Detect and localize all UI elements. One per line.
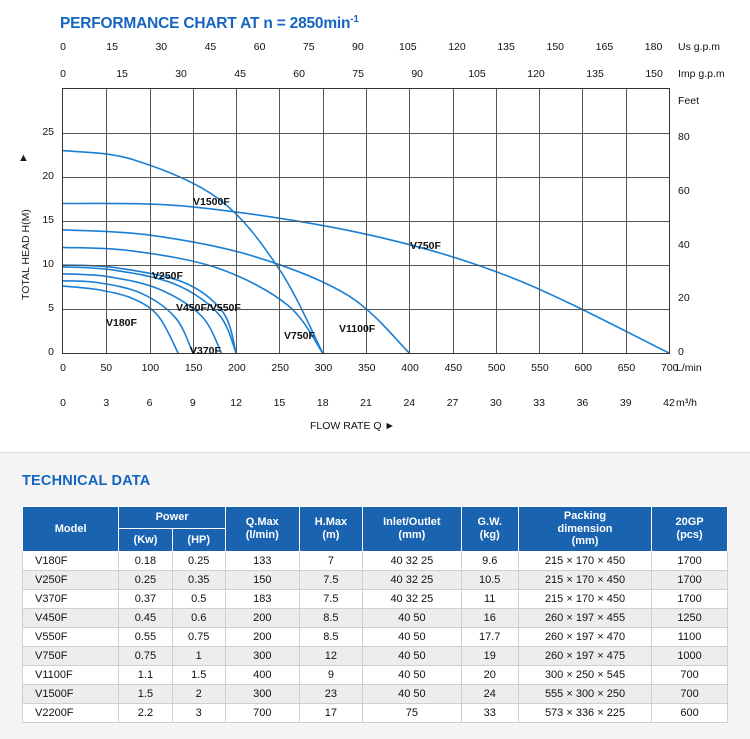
th-hmax xyxy=(299,507,363,552)
us-ticks-2: 30 xyxy=(155,41,168,53)
table-row xyxy=(23,703,728,722)
cell-qmax: 700 xyxy=(225,703,299,722)
th-hmax-line1: H.Max xyxy=(314,516,348,529)
imp-ticks-0: 0 xyxy=(60,68,66,80)
th-gw-line2: (kg) xyxy=(479,528,500,541)
cell-hmax: 7.5 xyxy=(299,589,363,608)
cell-hp: 0.75 xyxy=(172,627,225,646)
th-inlet-line2: (mm) xyxy=(398,528,426,541)
cell-pack: 555 × 300 × 250 xyxy=(518,684,651,703)
cell-gw: 24 xyxy=(461,684,518,703)
curve-label-v750f-1: V750F xyxy=(410,240,441,252)
cell-hmax: 8.5 xyxy=(299,627,363,646)
th-pack-line1: Packing xyxy=(563,510,607,522)
feet-tick-0: 0 xyxy=(678,346,684,358)
curve-label-v450f/v550f-3: V450F/V550F xyxy=(176,302,241,314)
cell-qmax: 400 xyxy=(225,665,299,684)
technical-data-section xyxy=(0,452,750,739)
lmin-ticks-7: 350 xyxy=(358,362,376,374)
lmin-ticks-13: 650 xyxy=(617,362,636,374)
us-ticks-8: 120 xyxy=(448,41,466,53)
lmin-ticks-4: 200 xyxy=(228,362,246,374)
technical-data-title: TECHNICAL DATA xyxy=(22,473,151,489)
table-row xyxy=(23,665,728,684)
cell-kw: 0.55 xyxy=(119,627,172,646)
lmin-ticks-8: 400 xyxy=(401,362,419,374)
th-power: Power xyxy=(119,507,226,529)
cell-gw: 11 xyxy=(461,589,518,608)
cell-model: V750F xyxy=(23,646,119,665)
cell-pack: 573 × 336 × 225 xyxy=(518,703,651,722)
curve-label-v1500f-0: V1500F xyxy=(193,196,230,208)
head-tick-2: 10 xyxy=(42,258,54,270)
cell-kw: 0.37 xyxy=(119,589,172,608)
us-ticks-7: 105 xyxy=(399,41,417,53)
lmin-ticks-1: 50 xyxy=(100,362,113,374)
imp-ticks-10: 150 xyxy=(645,68,663,80)
m3h-ticks-5: 15 xyxy=(273,397,286,409)
imp-ticks-3: 45 xyxy=(234,68,246,80)
curve-label-v180f-4: V180F xyxy=(106,317,137,329)
us-ticks-5: 75 xyxy=(302,41,315,53)
m3h-ticks-4: 12 xyxy=(230,397,242,409)
imp-ticks-4: 60 xyxy=(293,68,305,80)
lmin-ticks-10: 500 xyxy=(487,362,506,374)
axis-us-gpm-label: Us g.p.m xyxy=(678,41,721,53)
feet-tick-2: 40 xyxy=(678,238,690,251)
cell-gp: 1100 xyxy=(652,627,728,646)
axis-m3h-label: m³/h xyxy=(676,397,697,409)
cell-hp: 3 xyxy=(172,703,225,722)
us-ticks-9: 135 xyxy=(497,41,515,53)
cell-model: V370F xyxy=(23,589,119,608)
us-ticks-4: 60 xyxy=(253,41,266,53)
m3h-ticks-14: 42 xyxy=(663,397,675,409)
cell-gp: 1700 xyxy=(652,551,728,570)
cell-inlet: 40 50 xyxy=(363,646,461,665)
us-ticks-3: 45 xyxy=(204,41,217,53)
curve-label-v750f-6: V750F xyxy=(284,330,315,342)
m3h-ticks-6: 18 xyxy=(316,397,329,409)
cell-pack: 260 × 197 × 470 xyxy=(518,627,651,646)
cell-qmax: 200 xyxy=(225,608,299,627)
chart-plot-area xyxy=(62,88,670,354)
axis-feet-label: Feet xyxy=(678,95,700,107)
gridline-horizontal xyxy=(63,221,669,222)
table-row xyxy=(23,551,728,570)
cell-pack: 260 × 197 × 475 xyxy=(518,646,651,665)
cell-hmax: 7.5 xyxy=(299,570,363,589)
head-tick-1: 5 xyxy=(48,302,54,314)
table-row xyxy=(23,684,728,703)
chart-title-exponent: -1 xyxy=(350,14,359,25)
th-model: Model xyxy=(23,507,119,552)
cell-hmax: 7 xyxy=(299,551,363,570)
table-row xyxy=(23,627,728,646)
th-power-kw: (Kw) xyxy=(119,529,172,551)
lmin-ticks-6: 300 xyxy=(314,362,333,374)
curve-label-v370f-5: V370F xyxy=(190,345,221,357)
flow-rate-arrow-icon: ► xyxy=(384,420,395,432)
cell-gw: 9.6 xyxy=(461,551,518,570)
cell-gp: 700 xyxy=(652,684,728,703)
us-ticks-10: 150 xyxy=(546,41,565,53)
table-header xyxy=(23,507,728,552)
cell-gw: 20 xyxy=(461,665,518,684)
cell-kw: 2.2 xyxy=(119,703,172,722)
cell-qmax: 300 xyxy=(225,646,299,665)
cell-qmax: 200 xyxy=(225,627,299,646)
th-gp-line2: (pcs) xyxy=(676,528,703,541)
axis-lmin-label: L/min xyxy=(676,362,702,374)
table-row xyxy=(23,589,728,608)
feet-tick-1: 20 xyxy=(678,292,690,305)
cell-hp: 1.5 xyxy=(172,665,225,684)
cell-model: V2200F xyxy=(23,703,119,722)
cell-inlet: 40 50 xyxy=(363,608,461,627)
cell-hp: 0.35 xyxy=(172,570,225,589)
cell-model: V250F xyxy=(23,570,119,589)
cell-hp: 0.6 xyxy=(172,608,225,627)
head-tick-5: 25 xyxy=(42,126,54,138)
feet-tick-3: 60 xyxy=(678,185,690,198)
th-qmax-line1: Q.Max xyxy=(245,516,279,529)
cell-hmax: 17 xyxy=(299,703,363,722)
us-ticks-6: 90 xyxy=(352,41,364,53)
lmin-ticks-9: 450 xyxy=(444,362,463,374)
m3h-ticks-2: 6 xyxy=(146,397,153,409)
cell-pack: 215 × 170 × 450 xyxy=(518,570,651,589)
cell-model: V1500F xyxy=(23,684,119,703)
us-ticks-1: 15 xyxy=(106,41,118,53)
lmin-ticks-14: 700 xyxy=(661,362,679,374)
gridline-horizontal xyxy=(63,309,669,310)
cell-gw: 10.5 xyxy=(461,570,518,589)
lmin-ticks-3: 150 xyxy=(184,362,203,374)
axis-total-head-label: TOTAL HEAD H(M) xyxy=(20,209,32,300)
feet-tick-4: 80 xyxy=(678,131,690,144)
th-pack-line2: dimension xyxy=(557,522,613,535)
imp-ticks-5: 75 xyxy=(352,68,364,80)
cell-hp: 0.5 xyxy=(172,589,225,608)
m3h-ticks-13: 39 xyxy=(619,397,632,409)
cell-hp: 0.25 xyxy=(172,551,225,570)
table-row xyxy=(23,608,728,627)
cell-inlet: 40 32 25 xyxy=(363,551,461,570)
cell-gp: 1700 xyxy=(652,570,728,589)
cell-inlet: 75 xyxy=(363,703,461,722)
th-qmax-line2: (l/min) xyxy=(245,528,279,541)
axis-imp-gpm-label: Imp g.p.m xyxy=(678,68,725,80)
curve-label-v1100f-7: V1100F xyxy=(339,323,376,335)
m3h-ticks-3: 9 xyxy=(189,397,196,409)
table-row xyxy=(23,646,728,665)
th-qmax xyxy=(225,507,299,552)
cell-kw: 1.1 xyxy=(119,665,172,684)
cell-hmax: 9 xyxy=(299,665,363,684)
cell-inlet: 40 50 xyxy=(363,665,461,684)
cell-gw: 17.7 xyxy=(461,627,518,646)
m3h-ticks-8: 24 xyxy=(403,397,416,409)
chart-title-text: PERFORMANCE CHART AT n = 2850min xyxy=(60,15,351,33)
head-tick-0: 0 xyxy=(48,346,54,358)
cell-gw: 19 xyxy=(461,646,518,665)
th-20gp xyxy=(652,507,728,552)
imp-ticks-2: 30 xyxy=(175,68,187,80)
cell-gp: 700 xyxy=(652,665,728,684)
imp-ticks-1: 15 xyxy=(116,68,128,80)
th-inlet-outlet xyxy=(363,507,461,552)
head-tick-4: 20 xyxy=(42,170,54,182)
th-hmax-line2: (m) xyxy=(322,528,340,541)
lmin-ticks-11: 550 xyxy=(531,362,549,374)
cell-inlet: 40 32 25 xyxy=(363,589,461,608)
cell-pack: 300 × 250 × 545 xyxy=(518,665,651,684)
cell-qmax: 150 xyxy=(225,570,299,589)
flow-rate-text: FLOW RATE Q xyxy=(310,420,382,432)
cell-gp: 1700 xyxy=(652,589,728,608)
cell-gp: 600 xyxy=(652,703,728,722)
th-pack-line3: (mm) xyxy=(571,535,599,548)
gridline-horizontal xyxy=(63,133,669,134)
us-ticks-0: 0 xyxy=(60,41,66,53)
m3h-ticks-7: 21 xyxy=(360,397,372,409)
technical-data-table xyxy=(22,506,728,723)
cell-pack: 215 × 170 × 450 xyxy=(518,589,651,608)
th-power-hp: (HP) xyxy=(172,529,225,551)
cell-kw: 1.5 xyxy=(119,684,172,703)
cell-model: V450F xyxy=(23,608,119,627)
table-header-row-1 xyxy=(23,507,728,529)
gridline-horizontal xyxy=(63,177,669,178)
lmin-ticks-12: 600 xyxy=(574,362,592,374)
imp-ticks-8: 120 xyxy=(527,68,545,80)
cell-model: V1100F xyxy=(23,665,119,684)
cell-kw: 0.25 xyxy=(119,570,172,589)
cell-hmax: 8.5 xyxy=(299,608,363,627)
cell-qmax: 300 xyxy=(225,684,299,703)
lmin-ticks-2: 100 xyxy=(141,362,160,374)
cell-gp: 1250 xyxy=(652,608,728,627)
cell-hmax: 23 xyxy=(299,684,363,703)
cell-model: V550F xyxy=(23,627,119,646)
cell-inlet: 40 50 xyxy=(363,627,461,646)
cell-qmax: 133 xyxy=(225,551,299,570)
cell-gp: 1000 xyxy=(652,646,728,665)
m3h-ticks-0: 0 xyxy=(60,397,66,409)
cell-gw: 33 xyxy=(461,703,518,722)
th-gp-line1: 20GP xyxy=(675,516,704,529)
th-gross-weight xyxy=(461,507,518,552)
us-ticks-11: 165 xyxy=(595,41,614,53)
axis-flow-rate-label xyxy=(310,420,395,432)
th-gw-line1: G.W. xyxy=(477,516,502,529)
head-axis-arrow-icon: ▲ xyxy=(18,152,29,164)
chart-title xyxy=(60,14,359,33)
cell-kw: 0.75 xyxy=(119,646,172,665)
table-row xyxy=(23,570,728,589)
th-inlet-line1: Inlet/Outlet xyxy=(383,516,441,529)
cell-inlet: 40 32 25 xyxy=(363,570,461,589)
imp-ticks-7: 105 xyxy=(468,68,486,80)
curve-label-v250f-2: V250F xyxy=(152,270,183,282)
cell-pack: 260 × 197 × 455 xyxy=(518,608,651,627)
cell-gw: 16 xyxy=(461,608,518,627)
cell-kw: 0.18 xyxy=(119,551,172,570)
head-tick-3: 15 xyxy=(42,214,54,226)
cell-model: V180F xyxy=(23,551,119,570)
cell-hp: 2 xyxy=(172,684,225,703)
cell-qmax: 183 xyxy=(225,589,299,608)
us-ticks-12: 180 xyxy=(644,41,663,53)
gridline-horizontal xyxy=(63,265,669,266)
imp-ticks-9: 135 xyxy=(586,68,604,80)
cell-inlet: 40 50 xyxy=(363,684,461,703)
m3h-ticks-9: 27 xyxy=(446,397,459,409)
cell-pack: 215 × 170 × 450 xyxy=(518,551,651,570)
imp-ticks-6: 90 xyxy=(411,68,424,80)
lmin-ticks-5: 250 xyxy=(271,362,289,374)
cell-hmax: 12 xyxy=(299,646,363,665)
lmin-ticks-0: 0 xyxy=(60,362,66,374)
th-packing-dimension xyxy=(518,507,651,552)
cell-hp: 1 xyxy=(172,646,225,665)
m3h-ticks-11: 33 xyxy=(533,397,545,409)
m3h-ticks-10: 30 xyxy=(490,397,502,409)
m3h-ticks-1: 3 xyxy=(103,397,110,409)
m3h-ticks-12: 36 xyxy=(576,397,589,409)
table-body xyxy=(23,551,728,722)
cell-kw: 0.45 xyxy=(119,608,172,627)
